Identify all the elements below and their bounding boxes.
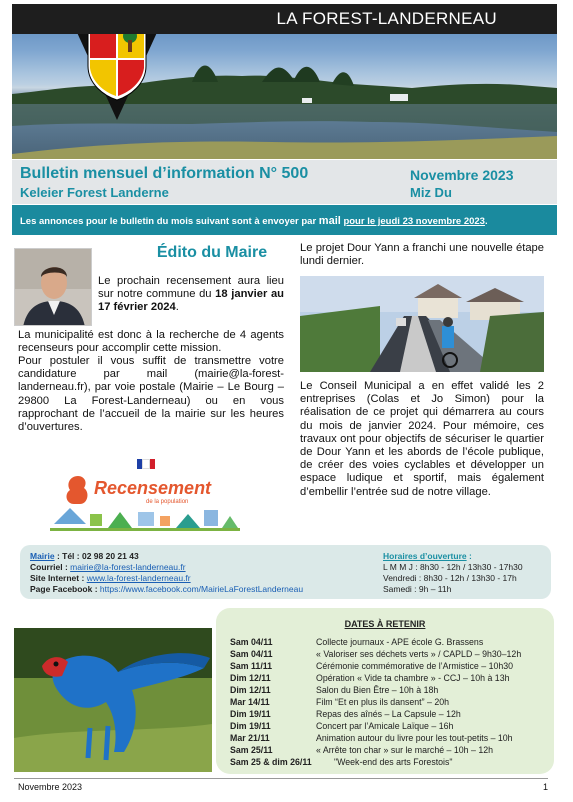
marianne-flag-icon [137,459,155,469]
contact-facebook-row [30,584,303,594]
annonce-band [12,205,557,235]
event-date: Sam 11/11 [230,661,273,671]
contact-courriel-label: Courriel : [30,562,71,572]
event-text: Opération « Vide ta chambre » - CCJ – 10h à 13h [316,673,510,683]
event-date: Sam 25/11 [230,745,273,755]
edito-paragraph-2: La municipalité est donc à la recherche de 4 agents recenseurs pour accomplir cette mission. [18,329,284,355]
header-banner [12,4,557,159]
bulletin-month-breton: Miz Du [410,185,452,200]
contact-site-link[interactable]: www.la-forest-landerneau.fr [86,573,191,583]
event-text: Animation autour du livre pour les tout-petits – 10h [316,733,513,743]
footer-month: Novembre 2023 [18,782,83,792]
annonce-text: Les annonces pour le bulletin du mois suivant sont à envoyer par [20,216,319,227]
event-date: Dim 12/11 [230,673,271,683]
event-text: « Arrête ton char » sur le marché – 10h – 12h [316,745,494,755]
recensement-logo-subtext: de la population [146,499,189,505]
annonce-mail-word: mail [318,215,341,227]
town-name: LA FOREST-LANDERNEAU [276,9,497,28]
recensement-logo-text: Recensement [94,478,212,498]
page-number: 1 [543,782,549,792]
event-text: Film “Et en plus ils dansent” – 20h [316,697,449,707]
dates-box [216,608,554,774]
bulletin-title-block [12,160,557,204]
event-text: « Valoriser ses déchets verts » / CAPLD – 9h30–12h [316,649,522,659]
edito-p1-dates: 18 janvier au 17 février 2024 [98,288,284,314]
horaires-title: Horaires d’ouverture [383,551,467,561]
contact-courriel-row [30,562,186,572]
contact-mairie-label: Mairie [30,551,55,561]
horaires-line-1: L M M J : 8h30 - 12h / 13h30 - 17h30 [383,562,523,572]
edito-paragraph-1 [98,275,284,315]
bulletin-subtitle: Keleier Forest Landerne [20,185,169,200]
horaires-line-3: Samedi : 9h – 11h [383,584,452,594]
contact-site-label: Site Internet : [30,573,87,583]
contact-email-link[interactable]: mairie@la-forest-landerneau.fr [70,562,186,572]
recensement-logo [50,472,240,534]
edito-p1-text: Le prochain recensement aura lieu sur notre commune du [98,275,284,301]
bird-sculpture-photo [14,628,212,772]
contact-site-row [30,573,191,583]
contact-facebook-link[interactable]: https://www.facebook.com/MairieLaForestLanderneau [99,584,304,594]
horaires-title-row [383,551,472,561]
event-date: Mar 14/11 [230,697,270,707]
event-date: Sam 25 & dim 26/11 [230,757,312,767]
event-date: Sam 04/11 [230,649,273,659]
footer-divider [14,778,548,779]
event-text: Repas des aînés – La Capsule – 12h [316,709,461,719]
event-text: Salon du Bien Être – 10h à 18h [316,685,439,695]
dour-yann-intro: Le projet Dour Yann a franchi une nouvelle étape lundi dernier. [300,242,544,268]
event-text: Cérémonie commémorative de l’Armistice – 10h30 [316,661,514,671]
bulletin-title: Bulletin mensuel d’information N° 500 [20,165,309,182]
bulletin-month: Novembre 2023 [410,167,514,183]
event-text: Collecte journaux - APE école G. Brassens [316,637,484,647]
annonce-deadline: pour le jeudi 23 novembre 2023 [343,216,485,227]
contact-box [20,545,551,599]
dates-title: DATES À RETENIR [344,619,426,629]
event-date: Dim 19/11 [230,721,271,731]
event-date: Dim 12/11 [230,685,271,695]
event-text: Concert par l’Amicale Laïque – 16h [316,721,454,731]
horaires-colon: : [466,551,472,561]
event-text: "Week-end des arts Forestois" [334,757,453,767]
event-date: Dim 19/11 [230,709,271,719]
road-photo [300,276,544,372]
contact-facebook-label: Page Facebook : [30,584,100,594]
edito-p1-end: . [175,301,179,314]
horaires-line-2: Vendredi : 8h30 - 12h / 13h30 - 17h [383,573,517,583]
edito-paragraph-3: Pour postuler il vous suffit de transmettre votre candidature par mail (mairie@la-forest-landerneau.fr), par voie postale (Mairie – Le Bourg – 29800 La Forest-Landerneau) ou en vous rapprochant de l’accueil de la mairie sur les heures d’ouvertures. [18,355,284,434]
event-date: Mar 21/11 [230,733,270,743]
mayor-photo [14,248,92,326]
edito-title: Édito du Maire [156,244,268,261]
contact-mairie-row [30,551,139,561]
dour-yann-details: Le Conseil Municipal a en effet validé les 2 entreprises (Colas et Jo Simon) pour la réalisation de ce projet qui démarrera au cours du mois de janvier 2024. Pour mémoire, ces travaux ont pour objectifs de sécuriser le quartier de Dour Yann et les abords de l’école publique, de créer des voies cyclables et développer un espace ludique et sportif, mais également d’embellir l’entrée sud de notre village. [300,380,544,498]
event-date: Sam 04/11 [230,637,273,647]
annonce-dot: . [484,216,488,227]
contact-tel: : Tél : 02 98 20 21 43 [54,551,139,561]
